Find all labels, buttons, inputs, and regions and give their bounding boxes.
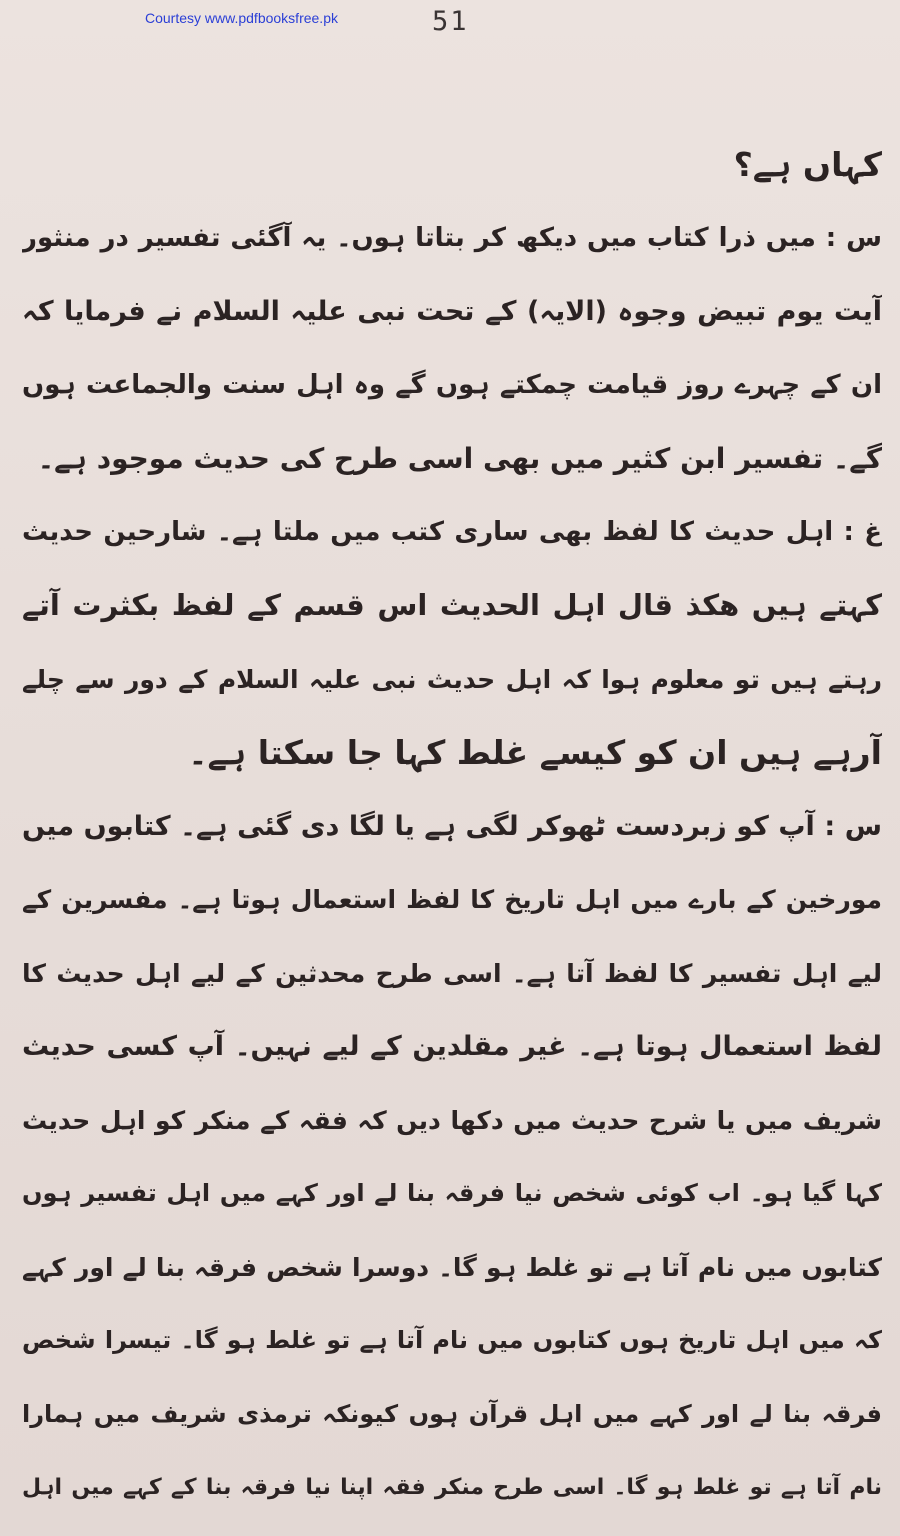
text-line: مورخین کے بارے میں اہل تاریخ کا لفظ استعمال ہوتا ہے۔ مفسرین کے — [22, 885, 882, 914]
text-line: گے۔ تفسیر ابن کثیر میں بھی اسی طرح کی حدیث موجود ہے۔ — [37, 442, 882, 475]
text-line: کہ میں اہل تاریخ ہوں کتابوں میں نام آتا ہے تو غلط ہو گا۔ تیسرا شخص — [22, 1326, 882, 1354]
text-line: فرقہ بنا لے اور کہے میں اہل قرآن ہوں کیونکہ ترمذی شریف میں ہمارا — [22, 1399, 882, 1428]
text-line: کہا گیا ہو۔ اب کوئی شخص نیا فرقہ بنا لے اور کہے میں اہل تفسیر ہوں — [22, 1179, 882, 1207]
text-line: کتابوں میں نام آتا ہے تو غلط ہو گا۔ دوسرا شخص فرقہ بنا لے اور کہے — [22, 1252, 882, 1282]
text-line: آرہے ہیں ان کو کیسے غلط کہا جا سکتا ہے۔ — [188, 733, 882, 772]
text-line: کہتے ہیں ھکذ قال اہل الحدیث اس قسم کے لفظ بکثرت آتے — [22, 588, 882, 622]
text-line: س : آپ کو زبردست ٹھوکر لگی ہے یا لگا دی گئی ہے۔ کتابوں میں — [22, 810, 882, 842]
text-line: کہاں ہے؟ — [733, 145, 882, 184]
courtesy-link[interactable]: Courtesy www.pdfbooksfree.pk — [145, 10, 338, 26]
text-line: نام آتا ہے تو غلط ہو گا۔ اسی طرح منکر فقہ اپنا نیا فرقہ بنا کے کہے میں اہل — [22, 1475, 882, 1500]
text-line: لیے اہل تفسیر کا لفظ آتا ہے۔ اسی طرح محدثین کے لیے اہل حدیث کا — [22, 958, 882, 988]
text-line: رہتے ہیں تو معلوم ہوا کہ اہل حدیث نبی علیہ السلام کے دور سے چلے — [22, 664, 882, 694]
urdu-body-text — [22, 128, 882, 1525]
text-line: لفظ استعمال ہوتا ہے۔ غیر مقلدین کے لیے نہیں۔ آپ کسی حدیث — [22, 1031, 882, 1062]
page-number: 51 — [432, 6, 469, 37]
text-line: شریف میں یا شرح حدیث میں دکھا دیں کہ فقہ کے منکر کو اہل حدیث — [22, 1105, 882, 1135]
text-line: غ : اہل حدیث کا لفظ بھی ساری کتب میں ملتا ہے۔ شارحین حدیث — [22, 516, 882, 547]
text-line: س : میں ذرا کتاب میں دیکھ کر بتاتا ہوں۔ یہ آگئی تفسیر در منثور — [22, 222, 882, 253]
text-line: ان کے چہرے روز قیامت چمکتے ہوں گے وہ اہل سنت والجماعت ہوں — [22, 369, 882, 400]
text-line: آیت یوم تبیض وجوہ (الایہ) کے تحت نبی علیہ السلام نے فرمایا کہ — [22, 296, 882, 327]
